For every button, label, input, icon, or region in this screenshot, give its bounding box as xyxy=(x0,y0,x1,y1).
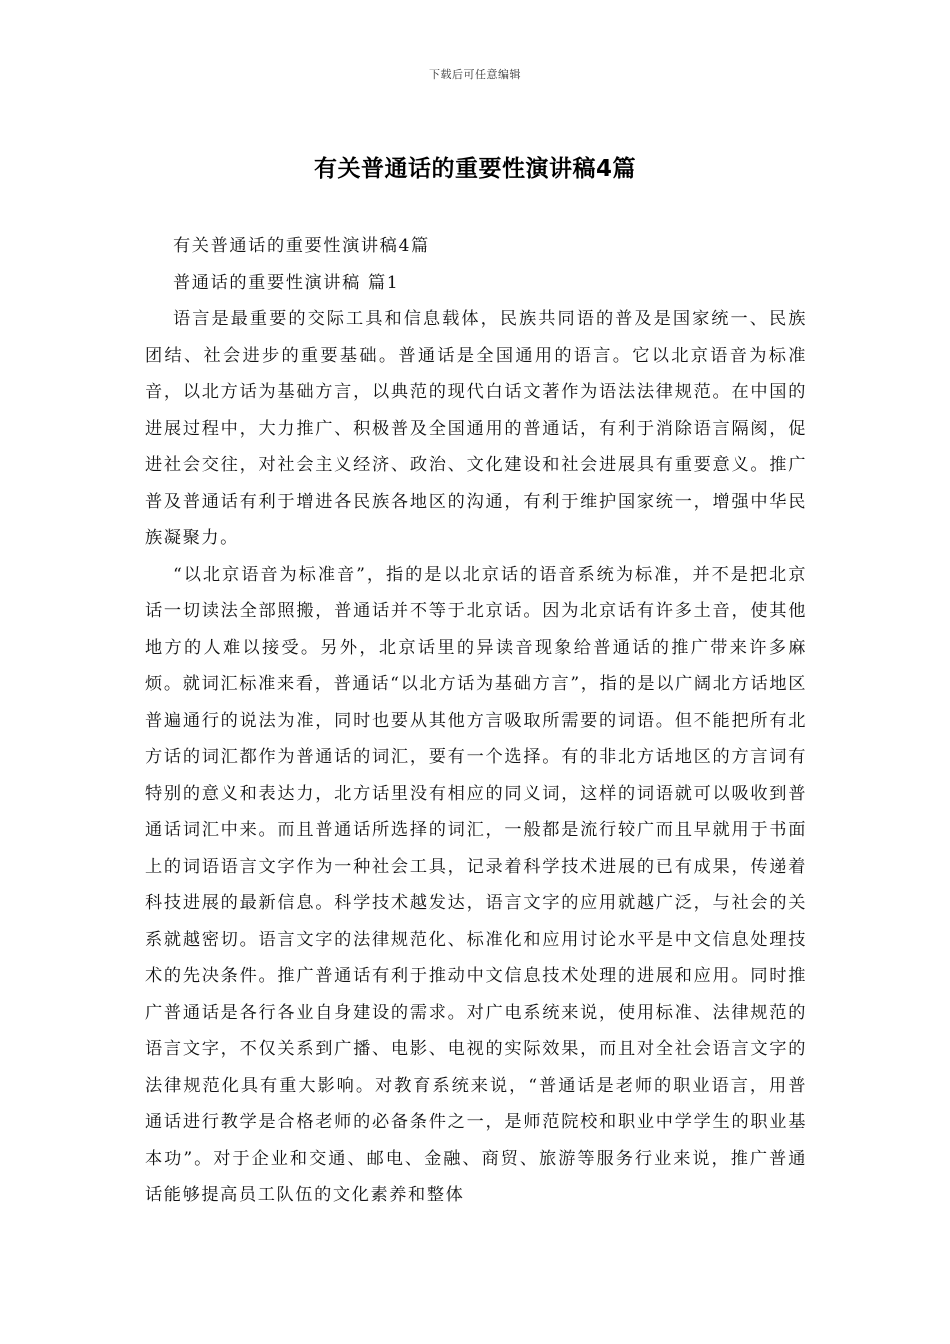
header-note: 下载后可任意编辑 xyxy=(429,68,521,81)
body-paragraph: “以北京语音为标准音”，指的是以北京话的语音系统为标准，并不是把北京话一切读法全部照搬，普通话并不等于北京话。因为北京话有许多土音，使其他地方的人难以接受。另外，北京话里的异读音现象给普通话的推广带来许多麻烦。就词汇标准来看，普通话“以北方话为基础方言”，指的是以广阔北方话地区普遍通行的说法为准，同时也要从其他方言吸取所需要的词语。但不能把所有北方话的词汇都作为普通话的词汇，要有一个选择。有的非北方话地区的方言词有特别的意义和表达力，北方话里没有相应的同义词，这样的词语就可以吸收到普通话词汇中来。而且普通话所选择的词汇，一般都是流行较广而且早就用于书面上的词语语言文字作为一种社会工具，记录着科学技术进展的已有成果，传递着科技进展的最新信息。科学技术越发达，语言文字的应用就越广泛，与社会的关系就越密切。语言文字的法律规范化、标准化和应用讨论水平是中文信息处理技术的先决条件。推广普通话有利于推动中文信息技术处理的进展和应用。同时推广普通话是各行各业自身建设的需求。对广电系统来说，使用标准、法律规范的语言文字，不仅关系到广播、电影、电视的实际效果，而且对全社会语言文字的法律规范化具有重大影响。对教育系统来说，“普通话是老师的职业语言，用普通话进行教学是合格老师的必备条件之一，是师范院校和职业中学学生的职业基本功”。对于企业和交通、邮电、金融、商贸、旅游等服务行业来说，推广普通话能够提高员工队伍的文化素养和整体 xyxy=(145,564,807,1205)
intro-line: 有关普通话的重要性演讲稿4篇 xyxy=(173,236,430,256)
body-paragraph: 语言是最重要的交际工具和信息载体，民族共同语的普及是国家统一、民族团结、社会进步的重要基础。普通话是全国通用的语言。它以北京语音为标准音，以北方话为基础方言，以典范的现代白话文著作为语法法律规范。在中国的进展过程中，大力推广、积极普及全国通用的普通话，有利于消除语言隔阂，促进社会交往，对社会主义经济、政治、文化建设和社会进展具有重要意义。推广普及普通话有利于增进各民族各地区的沟通，有利于维护国家统一，增强中华民族凝聚力。 xyxy=(145,309,807,548)
section-heading: 普通话的重要性演讲稿 篇1 xyxy=(173,272,400,293)
document-body xyxy=(145,228,807,1214)
document-title: 有关普通话的重要性演讲稿4篇 xyxy=(313,156,636,182)
